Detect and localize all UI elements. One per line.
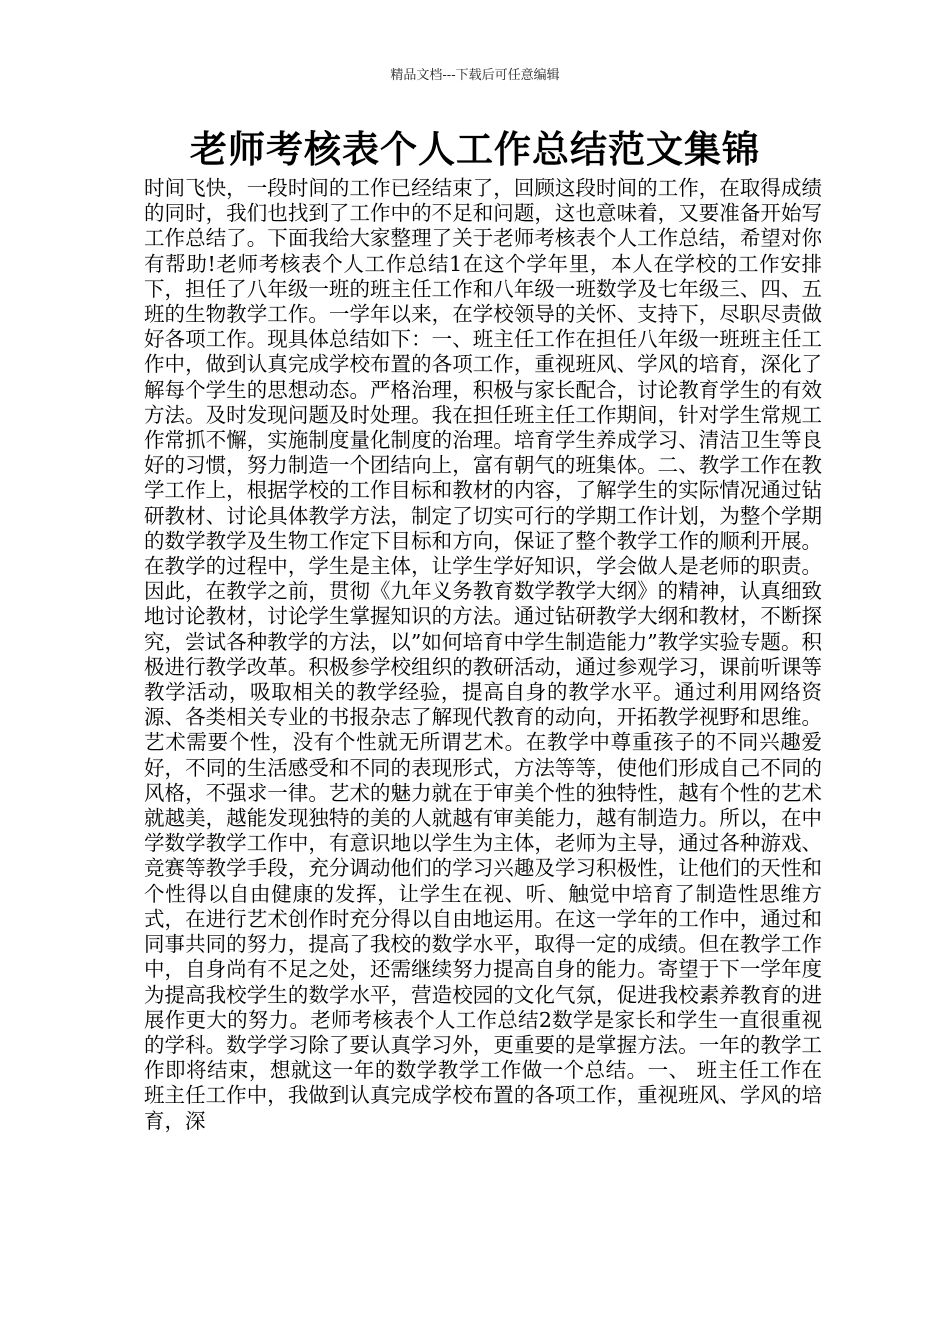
document-title: 老师考核表个人工作总结范文集锦 <box>190 128 760 171</box>
header-note: 精品文档---下载后可任意编辑 <box>390 68 560 83</box>
document-body: 时间飞快，一段时间的工作已经结束了，回顾这段时间的工作，在取得成绩的同时，我们也找到了工作中的不足和问题，这也意味着，又要准备开始写工作总结了。下面我给大家整理了关于老师考核表个人工作总结，希望对你有帮助!老师考核表个人工作总结1在这个学年里，本人在学校的工作安排下，担任了八年级一班的班主任工作和八年级一班数学及七年级三、四、五班的生物教学工作。一学年以来，在学校领导的关怀、支持下，尽职尽责做好各项工作。现具体总结如下：一、班主任工作在担任八年级一班班主任工作中，做到认真完成学校布置的各项工作，重视班风、学风的培育，深化了解每个学生的思想动态。严格治理，积极与家长配合，讨论教育学生的有效方法。及时发现问题及时处理。我在担任班主任工作期间，针对学生常规工作常抓不懈，实施制度量化制度的治理。培育学生养成学习、清洁卫生等良好的习惯，努力制造一个团结向上，富有朝气的班集体。二、教学工作在教学工作上，根据学校的工作目标和教材的内容，了解学生的实际情况通过钻研教材、讨论具体教学方法，制定了切实可行的学期工作计划，为整个学期的数学教学及生物工作定下目标和方向，保证了整个教学工作的顺利开展。在教学的过程中，学生是主体，让学生学好知识，学会做人是老师的职责。因此，在教学之前，贯彻《九年义务教育数学教学大纲》的精神，认真细致地讨论教材，讨论学生掌握知识的方法。通过钻研教学大纲和教材，不断探究，尝试各种教学的方法，以”如何培育中学生制造能力”教学实验专题。积极进行教学改革。积极参学校组织的教研活动，通过参观学习，课前听课等教学活动，吸取相关的教学经验，提高自身的教学水平。通过利用网络资源、各类相关专业的书报杂志了解现代教育的动向，开拓教学视野和思维。艺术需要个性，没有个性就无所谓艺术。在教学中尊重孩子的不同兴趣爱好，不同的生活感受和不同的表现形式，方法等等，使他们形成自己不同的风格，不强求一律。艺术的魅力就在于审美个性的独特性，越有个性的艺术就越美，越能发现独特的美的人就越有审美能力，越有制造力。所以，在中学数学教学工作中，有意识地以学生为主体，老师为主导，通过各种游戏、竞赛等教学手段，充分调动他们的学习兴趣及学习积极性，让他们的天性和个性得以自由健康的发挥，让学生在视、听、触觉中培育了制造性思维方式，在进行艺术创作时充分得以自由地运用。在这一学年的工作中，通过和同事共同的努力，提高了我校的数学水平，取得一定的成绩。但在教学工作中，自身尚有不足之处，还需继续努力提高自身的能力。寄望于下一学年度为提高我校学生的数学水平，营造校园的文化气氛，促进我校素养教育的进展作更大的努力。老师考核表个人工作总结2数学是家长和学生一直很重视的学科。数学学习除了要认真学习外，更重要的是掌握方法。一年的教学工作即将结束，想就这一年的数学教学工作做一个总结。一、 班主任工作在班主任工作中，我做到认真完成学校布置的各项工作，重视班风、学风的培育，深 <box>144 176 822 1133</box>
